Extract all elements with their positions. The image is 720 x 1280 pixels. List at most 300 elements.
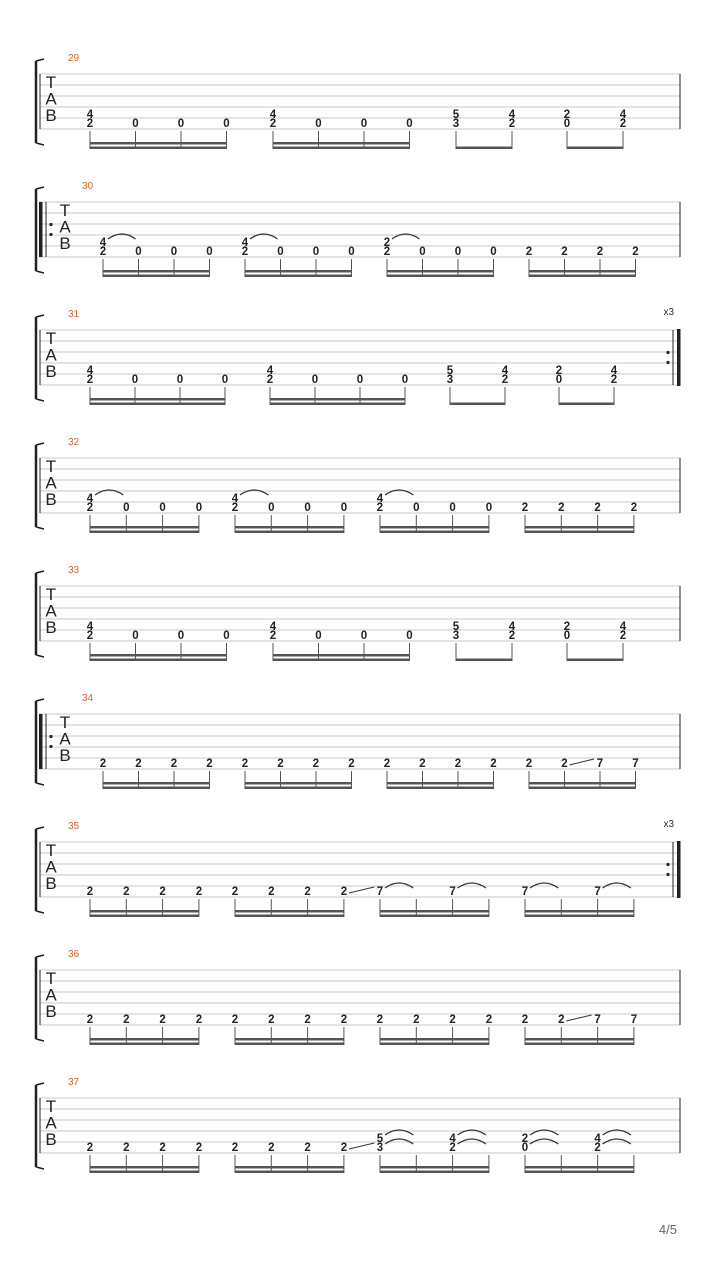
fret-number: 0	[413, 502, 420, 514]
fret-number: 0	[170, 246, 178, 258]
beam	[235, 915, 344, 918]
note-group	[377, 883, 489, 917]
fret-number: 0	[563, 630, 571, 642]
fret-number: 4	[86, 621, 94, 633]
tab-clef-a: A	[45, 601, 57, 621]
fret-number: 2	[596, 246, 604, 258]
beam	[273, 147, 410, 150]
fret-number: 0	[123, 502, 130, 514]
note-group	[384, 234, 497, 277]
fret-number: 2	[99, 246, 107, 258]
fret-number: 4	[99, 237, 107, 249]
beam	[245, 270, 352, 273]
slide-line	[349, 1143, 374, 1149]
beam	[270, 403, 405, 406]
fret-number: 4	[619, 621, 627, 633]
bracket-bottom-hook	[36, 911, 44, 913]
fret-number: 0	[348, 246, 355, 258]
fret-number: 2	[525, 758, 533, 770]
tab-clef-a: A	[45, 89, 57, 109]
tab-clef-a: A	[45, 1113, 57, 1133]
tab-clef-t: T	[45, 841, 57, 860]
measure-number: 30	[82, 181, 94, 192]
beam	[559, 403, 614, 406]
note-group	[384, 758, 497, 789]
tab-clef-t: T	[45, 329, 57, 348]
measure-number: 33	[68, 565, 80, 576]
fret-number: 0	[277, 246, 284, 258]
fret-number: 0	[360, 118, 368, 130]
beam	[567, 147, 623, 150]
fret-number: 0	[221, 374, 229, 386]
beam	[380, 526, 489, 529]
tab-system	[36, 565, 680, 661]
fret-number: 0	[206, 246, 213, 258]
fret-number: 2	[86, 1142, 94, 1154]
fret-number: 2	[561, 758, 568, 770]
fret-number: 0	[304, 502, 311, 514]
beam	[90, 1043, 199, 1046]
fret-number: 2	[610, 374, 618, 386]
beam	[235, 1171, 344, 1174]
beam	[90, 1166, 199, 1169]
beam	[380, 1043, 489, 1046]
bracket-top-hook	[36, 571, 44, 573]
fret-number: 0	[159, 502, 166, 514]
fret-number: 5	[452, 109, 460, 121]
fret-number: 0	[315, 118, 322, 130]
beam	[387, 787, 494, 790]
repeat-dot	[49, 745, 52, 748]
fret-number: 5	[446, 365, 454, 377]
fret-number: 2	[383, 758, 391, 770]
beam	[235, 1166, 344, 1169]
fret-number: 0	[195, 502, 203, 514]
beam	[270, 398, 405, 401]
fret-number: 2	[241, 246, 249, 258]
tab-clef-t: T	[59, 713, 71, 732]
fret-number: 2	[304, 1142, 311, 1154]
note-group	[526, 758, 639, 789]
fret-number: 7	[521, 886, 529, 898]
tab-clef-b: B	[45, 1130, 57, 1149]
fret-number: 4	[619, 109, 627, 121]
fret-number: 2	[340, 886, 348, 898]
fret-number: 2	[86, 118, 94, 130]
note-group	[522, 1130, 634, 1173]
measure-number: 32	[68, 437, 80, 448]
fret-number: 2	[376, 502, 384, 514]
repeat-count: x3	[663, 307, 674, 318]
fret-number: 2	[312, 758, 320, 770]
fret-number: 2	[99, 758, 107, 770]
measure-number: 34	[82, 693, 94, 704]
fret-number: 2	[266, 374, 274, 386]
beam	[235, 1043, 344, 1046]
tab-clef-b: B	[45, 362, 57, 381]
fret-number: 7	[632, 758, 639, 770]
beam	[273, 659, 410, 662]
bracket-top-hook	[36, 187, 44, 189]
fret-number: 0	[521, 1142, 529, 1154]
fret-number: 2	[268, 1014, 275, 1026]
tab-clef-t: T	[45, 73, 57, 92]
beam	[525, 915, 634, 918]
repeat-dot	[666, 351, 669, 354]
fret-number: 0	[177, 630, 185, 642]
fret-number: 2	[563, 109, 571, 121]
tab-clef-b: B	[59, 746, 71, 765]
tab-system	[36, 693, 680, 789]
fret-number: 2	[304, 1014, 311, 1026]
fret-number: 2	[558, 502, 565, 514]
tab-system	[36, 307, 681, 405]
beam	[90, 910, 199, 913]
beam	[235, 910, 344, 913]
fret-number: 2	[195, 886, 203, 898]
note-group	[100, 758, 213, 789]
beam	[90, 659, 227, 662]
tab-system	[36, 949, 680, 1045]
beam	[273, 142, 410, 145]
beam	[450, 403, 505, 406]
repeat-end-thick-bar	[677, 329, 681, 386]
note-group	[242, 758, 355, 789]
fret-number: 0	[401, 374, 409, 386]
fret-number: 4	[449, 1133, 456, 1145]
fret-number: 3	[452, 630, 460, 642]
note-group	[232, 886, 374, 917]
fret-number: 2	[555, 365, 563, 377]
fret-number: 4	[86, 109, 94, 121]
measure-number: 36	[68, 949, 80, 960]
fret-number: 4	[376, 493, 384, 505]
tab-clef-b: B	[45, 618, 57, 637]
note-group	[87, 1014, 202, 1045]
tab-clef-t: T	[45, 457, 57, 476]
beam	[90, 526, 199, 529]
fret-number: 0	[176, 374, 184, 386]
beam	[380, 910, 489, 913]
page-number: 4/5	[658, 1222, 677, 1237]
beam	[380, 1171, 489, 1174]
bracket-bottom-hook	[36, 527, 44, 529]
beam	[90, 403, 225, 406]
fret-number: 7	[630, 1014, 638, 1026]
beam	[525, 1038, 634, 1041]
beam	[525, 1166, 634, 1169]
tab-clef-a: A	[45, 857, 57, 877]
fret-number: 0	[268, 502, 275, 514]
fret-number: 2	[195, 1014, 203, 1026]
note-group	[377, 1014, 492, 1045]
note-group	[100, 234, 213, 277]
note-group	[232, 1142, 374, 1173]
tab-system	[36, 819, 681, 917]
fret-number: 2	[632, 246, 639, 258]
beam	[90, 1171, 199, 1174]
fret-number: 2	[170, 758, 178, 770]
bracket-bottom-hook	[36, 399, 44, 401]
fret-number: 2	[123, 1142, 130, 1154]
slide-line	[570, 759, 595, 765]
fret-number: 0	[490, 246, 497, 258]
repeat-start-thick-bar	[39, 714, 43, 769]
fret-number: 2	[268, 886, 275, 898]
beam	[529, 270, 636, 273]
tab-clef-t: T	[45, 585, 57, 604]
tab-clef-a: A	[59, 729, 71, 749]
fret-number: 2	[340, 1014, 348, 1026]
beam	[103, 275, 210, 278]
fret-number: 2	[340, 1142, 348, 1154]
beam	[456, 659, 512, 662]
fret-number: 0	[555, 374, 563, 386]
fret-number: 2	[268, 1142, 275, 1154]
fret-number: 4	[231, 493, 239, 505]
fret-number: 2	[86, 886, 94, 898]
bracket-bottom-hook	[36, 655, 44, 657]
bracket-bottom-hook	[36, 1167, 44, 1169]
note-group	[232, 1014, 347, 1045]
fret-number: 2	[419, 758, 426, 770]
fret-number: 2	[159, 886, 166, 898]
fret-number: 2	[508, 118, 516, 130]
bracket-top-hook	[36, 827, 44, 829]
fret-number: 2	[348, 758, 355, 770]
fret-number: 2	[454, 758, 462, 770]
bracket-top-hook	[36, 59, 44, 61]
beam	[525, 531, 634, 534]
fret-number: 2	[231, 1014, 239, 1026]
fret-number: 4	[594, 1133, 601, 1145]
beam	[387, 782, 494, 785]
fret-number: 2	[159, 1014, 166, 1026]
fret-number: 4	[269, 109, 277, 121]
beam	[525, 910, 634, 913]
fret-number: 7	[594, 1014, 601, 1026]
fret-number: 2	[231, 1142, 239, 1154]
beam	[525, 526, 634, 529]
fret-number: 2	[195, 1142, 203, 1154]
repeat-start-thick-bar	[39, 202, 43, 257]
fret-number: 2	[521, 502, 529, 514]
fret-number: 2	[269, 630, 277, 642]
beam	[525, 1171, 634, 1174]
beam	[90, 398, 225, 401]
tab-clef-b: B	[45, 490, 57, 509]
beam	[273, 654, 410, 657]
fret-number: 7	[596, 758, 604, 770]
fret-number: 2	[269, 118, 277, 130]
note-group	[526, 246, 639, 277]
fret-number: 2	[123, 1014, 130, 1026]
tab-clef-a: A	[45, 985, 57, 1005]
fret-number: 0	[315, 630, 322, 642]
beam	[90, 147, 227, 150]
beam	[525, 1043, 634, 1046]
fret-number: 2	[277, 758, 284, 770]
beam	[380, 1038, 489, 1041]
fret-number: 0	[312, 246, 320, 258]
fret-number: 2	[304, 886, 311, 898]
fret-number: 2	[206, 758, 213, 770]
fret-number: 2	[525, 246, 533, 258]
fret-number: 0	[356, 374, 364, 386]
fret-number: 0	[223, 630, 230, 642]
repeat-dot	[666, 361, 669, 364]
repeat-dot	[49, 233, 52, 236]
fret-number: 0	[135, 246, 142, 258]
fret-number: 2	[135, 758, 142, 770]
fret-number: 2	[231, 502, 239, 514]
repeat-dot	[666, 873, 669, 876]
repeat-count: x3	[663, 819, 674, 830]
fret-number: 2	[619, 118, 627, 130]
beam	[245, 782, 352, 785]
fret-number: 0	[485, 502, 493, 514]
bracket-top-hook	[36, 315, 44, 317]
fret-number: 3	[376, 1142, 384, 1154]
fret-number: 3	[452, 118, 460, 130]
tab-system	[36, 181, 680, 277]
beam	[387, 270, 494, 273]
beam	[235, 526, 344, 529]
repeat-dot	[49, 735, 52, 738]
note-group	[522, 883, 634, 917]
fret-number: 2	[449, 1014, 456, 1026]
fret-number: 2	[490, 758, 497, 770]
fret-number: 2	[508, 630, 516, 642]
fret-number: 2	[561, 246, 568, 258]
beam	[235, 1038, 344, 1041]
fret-number: 4	[508, 621, 516, 633]
fret-number: 2	[594, 502, 601, 514]
bracket-bottom-hook	[36, 783, 44, 785]
fret-number: 2	[563, 621, 571, 633]
tab-clef-a: A	[45, 473, 57, 493]
fret-number: 2	[376, 1014, 384, 1026]
tab-system	[36, 1077, 680, 1173]
fret-number: 0	[177, 118, 185, 130]
beam	[380, 915, 489, 918]
measure-number: 31	[68, 309, 80, 320]
bracket-top-hook	[36, 955, 44, 957]
fret-number: 7	[594, 886, 601, 898]
measure-number: 37	[68, 1077, 80, 1088]
fret-number: 7	[376, 886, 384, 898]
fret-number: 2	[123, 886, 130, 898]
bracket-top-hook	[36, 443, 44, 445]
beam	[90, 915, 199, 918]
fret-number: 2	[485, 1014, 493, 1026]
beam	[90, 531, 199, 534]
note-group	[377, 1130, 489, 1173]
fret-number: 0	[406, 630, 413, 642]
tab-clef-b: B	[45, 106, 57, 125]
tab-clef-a: A	[59, 217, 71, 237]
fret-number: 2	[86, 374, 94, 386]
tab-clef-b: B	[45, 1002, 57, 1021]
fret-number: 2	[521, 1133, 529, 1145]
beam	[90, 142, 227, 145]
beam	[245, 275, 352, 278]
beam	[103, 270, 210, 273]
tab-clef-t: T	[45, 969, 57, 988]
beam	[380, 1166, 489, 1169]
fret-number: 5	[452, 621, 460, 633]
fret-number: 2	[521, 1014, 529, 1026]
fret-number: 0	[132, 630, 139, 642]
fret-number: 0	[340, 502, 348, 514]
tab-system	[36, 53, 680, 149]
fret-number: 4	[508, 109, 516, 121]
note-group	[377, 490, 492, 533]
fret-number: 2	[159, 1142, 166, 1154]
fret-number: 0	[360, 630, 368, 642]
beam	[529, 782, 636, 785]
fret-number: 4	[501, 365, 509, 377]
fret-number: 2	[630, 502, 638, 514]
fret-number: 4	[269, 621, 277, 633]
fret-number: 0	[131, 374, 139, 386]
repeat-dot	[666, 863, 669, 866]
slide-line	[349, 887, 374, 893]
tab-clef-b: B	[59, 234, 71, 253]
fret-number: 2	[86, 502, 94, 514]
fret-number: 2	[383, 246, 391, 258]
fret-number: 0	[563, 118, 571, 130]
beam	[529, 787, 636, 790]
beam	[103, 782, 210, 785]
fret-number: 4	[86, 365, 94, 377]
beam	[456, 147, 512, 150]
note-group	[242, 234, 355, 277]
fret-number: 2	[241, 758, 249, 770]
note-group	[87, 886, 202, 917]
fret-number: 2	[594, 1142, 601, 1154]
fret-number: 4	[86, 493, 94, 505]
slide-line	[566, 1015, 591, 1021]
beam	[90, 654, 227, 657]
fret-number: 2	[231, 886, 239, 898]
fret-number: 4	[241, 237, 249, 249]
beam	[567, 659, 623, 662]
note-group	[522, 502, 637, 533]
bracket-top-hook	[36, 699, 44, 701]
bracket-bottom-hook	[36, 143, 44, 145]
tab-clef-b: B	[45, 874, 57, 893]
beam	[387, 275, 494, 278]
fret-number: 0	[419, 246, 426, 258]
beam	[235, 531, 344, 534]
fret-number: 2	[86, 1014, 94, 1026]
fret-number: 2	[413, 1014, 420, 1026]
beam	[529, 275, 636, 278]
fret-number: 0	[449, 502, 456, 514]
repeat-end-thick-bar	[677, 841, 681, 898]
fret-number: 2	[619, 630, 627, 642]
bracket-bottom-hook	[36, 271, 44, 273]
note-group	[87, 490, 202, 533]
tab-clef-t: T	[45, 1097, 57, 1116]
tab-system	[36, 437, 680, 533]
fret-number: 5	[376, 1133, 384, 1145]
bracket-bottom-hook	[36, 1039, 44, 1041]
fret-number: 4	[610, 365, 618, 377]
fret-number: 3	[446, 374, 454, 386]
note-group	[522, 1014, 637, 1045]
